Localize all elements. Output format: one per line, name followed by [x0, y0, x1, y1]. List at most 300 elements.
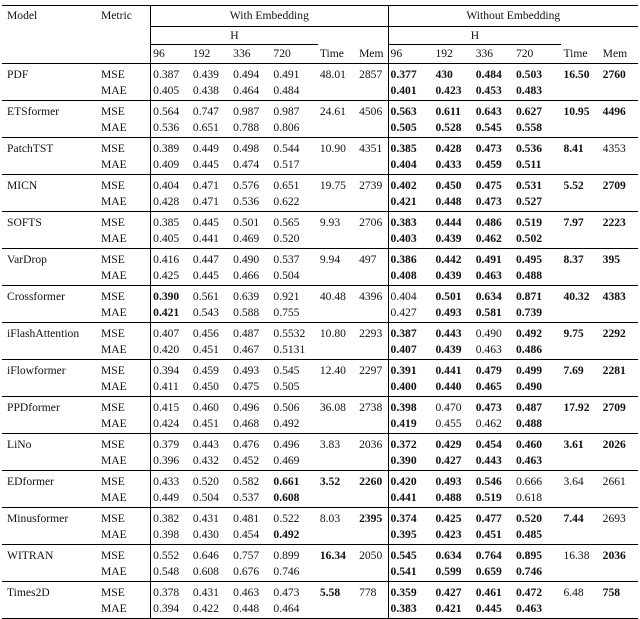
without-embedding-value: 0.427	[435, 453, 462, 467]
with-embedding-value: 0.471	[192, 194, 219, 208]
table-row	[2, 453, 638, 471]
with-embedding-value: 0.450	[192, 379, 219, 393]
with-embedding-value: 0.416	[153, 253, 180, 266]
without-time-value: 5.52	[563, 179, 584, 192]
header-row-1	[2, 6, 638, 27]
with-embedding-value: 0.545	[273, 364, 300, 377]
without-embedding-value: 0.746	[515, 564, 543, 578]
without-embedding-value: 0.404	[390, 290, 417, 303]
without-embedding-value: 0.404	[390, 157, 417, 171]
metric-label: MSE	[100, 216, 125, 229]
without-embedding-value: 0.443	[435, 327, 462, 340]
without-embedding-value: 0.499	[515, 364, 543, 377]
table-row	[2, 416, 638, 434]
header-row-3	[2, 45, 638, 64]
with-embedding-value: 0.651	[192, 120, 219, 134]
with-embedding-value: 0.588	[233, 305, 260, 319]
without-embedding-value: 0.448	[435, 194, 462, 208]
without-embedding-value: 0.372	[390, 438, 417, 451]
with-time-value: 9.94	[319, 253, 341, 266]
without-embedding-value: 0.473	[475, 142, 502, 155]
without-embedding-value: 0.459	[475, 157, 502, 171]
with-embedding-value: 0.451	[192, 342, 219, 356]
with-embedding-value: 0.468	[233, 416, 260, 430]
with-embedding-value: 0.454	[233, 527, 260, 541]
metric-label: MAE	[100, 490, 127, 504]
without-embedding-value: 0.427	[390, 305, 417, 319]
with-time-value: 19.75	[319, 179, 346, 192]
metric-label: MAE	[100, 305, 127, 319]
with-time-value: 12.40	[319, 364, 346, 377]
without-embedding-value: 0.453	[475, 83, 502, 97]
with-embedding-value: 0.646	[192, 549, 219, 562]
header-row-2	[2, 27, 638, 45]
without-embedding-value: 0.503	[515, 68, 543, 81]
without-embedding-value: 0.407	[390, 342, 417, 356]
metric-label: MSE	[100, 68, 125, 81]
without-embedding-value: 0.545	[390, 549, 417, 562]
metric-label: MSE	[100, 327, 125, 340]
without-embedding-value: 0.486	[475, 216, 502, 229]
metric-label: MAE	[100, 120, 127, 134]
without-embedding-value: 0.445	[475, 601, 502, 615]
with-embedding-value: 0.475	[233, 379, 260, 393]
without-embedding-value: 0.502	[515, 231, 543, 245]
with-time-value: 3.83	[319, 438, 341, 451]
without-embedding-value: 0.493	[435, 305, 462, 319]
with-embedding-value: 0.552	[153, 549, 180, 562]
without-mem-value: 2036	[602, 549, 626, 562]
without-embedding-value: 0.450	[435, 179, 462, 192]
metric-header: Metric	[97, 6, 151, 27]
model-name: ETSformer	[7, 105, 60, 118]
with-embedding-value: 0.921	[273, 290, 300, 303]
with-mem-header: Mem	[359, 46, 384, 60]
without-embedding-value: 0.462	[475, 231, 502, 245]
with-embedding-value: 0.463	[233, 586, 260, 599]
model-name: iFlowformer	[7, 364, 66, 377]
with-embedding-value: 0.537	[233, 490, 260, 504]
with-embedding-value: 0.389	[153, 142, 180, 155]
table-row	[2, 527, 638, 545]
with-embedding-value: 0.676	[233, 564, 260, 578]
without-horizon-336: 336	[475, 47, 494, 60]
model-name: Minusformer	[7, 512, 69, 525]
with-horizon-192: 192	[192, 47, 211, 60]
without-time-value: 7.44	[563, 512, 584, 525]
without-embedding-value: 0.454	[475, 438, 502, 451]
with-embedding-value: 0.548	[153, 564, 180, 578]
without-embedding-value: 0.473	[475, 401, 502, 414]
with-embedding-value: 0.505	[273, 379, 300, 393]
metric-label: MAE	[100, 194, 127, 208]
with-embedding-value: 0.464	[273, 601, 300, 615]
with-mem-value: 2857	[359, 68, 383, 81]
with-embedding-value: 0.431	[192, 512, 219, 525]
without-embedding-value: 0.511	[515, 157, 542, 171]
without-embedding-value: 0.374	[390, 512, 417, 525]
without-embedding-value: 0.443	[475, 453, 502, 467]
with-embedding-value: 0.449	[153, 490, 180, 504]
with-embedding-value: 0.382	[153, 512, 180, 525]
without-time-value: 3.64	[563, 475, 584, 488]
without-embedding-value: 0.558	[515, 120, 543, 134]
with-embedding-value: 0.490	[233, 253, 260, 266]
with-embedding-value: 0.451	[192, 416, 219, 430]
with-horizon-720: 720	[273, 47, 291, 60]
with-embedding-value: 0.536	[153, 120, 180, 134]
with-mem-value: 2050	[359, 549, 383, 562]
with-embedding-value: 0.387	[153, 68, 180, 81]
with-horizon-336: 336	[233, 47, 251, 60]
without-embedding-value: 0.528	[435, 120, 462, 134]
with-time-value: 40.48	[319, 290, 346, 303]
with-embedding-value: 0.424	[153, 416, 180, 430]
metric-label: MAE	[100, 453, 127, 467]
without-embedding-value: 0.473	[475, 194, 502, 208]
table-row	[2, 286, 638, 305]
with-embedding-value: 0.445	[192, 216, 219, 229]
with-time-value: 36.08	[319, 401, 346, 414]
with-embedding-value: 0.431	[192, 586, 219, 599]
without-embedding-value: 0.895	[515, 549, 543, 562]
with-embedding-value: 0.496	[273, 438, 300, 451]
without-embedding-value: 0.425	[435, 512, 462, 525]
without-embedding-value: 0.383	[390, 601, 417, 615]
table-row	[2, 305, 638, 323]
with-embedding-value: 0.608	[192, 564, 219, 578]
with-embedding-value: 0.757	[233, 549, 260, 562]
without-time-value: 8.37	[563, 253, 584, 266]
without-embedding-value: 0.441	[435, 364, 462, 377]
without-embedding-value: 0.527	[515, 194, 543, 208]
model-name: MICN	[7, 179, 38, 192]
metric-label: MSE	[100, 549, 125, 562]
without-mem-value: 4383	[602, 290, 626, 303]
without-embedding-value: 0.563	[390, 105, 417, 118]
table-row	[2, 323, 638, 342]
without-embedding-value: 0.520	[515, 512, 543, 525]
with-embedding-value: 0.565	[273, 216, 300, 229]
with-embedding-value: 0.481	[233, 512, 260, 525]
without-embedding-value: 0.463	[515, 601, 543, 615]
without-embedding-value: 0.871	[515, 290, 543, 303]
without-embedding-value: 0.401	[390, 83, 417, 97]
with-embedding-value: 0.394	[153, 364, 180, 377]
without-embedding-value: 0.441	[390, 490, 417, 504]
metric-label: MSE	[100, 512, 125, 525]
table-row	[2, 397, 638, 416]
without-embedding-value: 0.377	[390, 68, 417, 81]
with-embedding-value: 0.5532	[273, 327, 306, 340]
model-name: PPDformer	[7, 401, 60, 414]
metric-label: MSE	[100, 105, 125, 118]
with-mem-value: 4506	[359, 105, 383, 118]
without-embedding-value: 0.463	[475, 268, 502, 282]
with-embedding-value: 0.746	[273, 564, 300, 578]
with-embedding-value: 0.487	[233, 327, 260, 340]
with-embedding-value: 0.466	[233, 268, 260, 282]
without-time-value: 3.61	[563, 438, 584, 451]
without-time-value: 40.32	[563, 290, 590, 303]
with-embedding-value: 0.496	[233, 401, 260, 414]
with-embedding-value: 0.438	[192, 83, 219, 97]
with-mem-value: 2738	[359, 401, 383, 414]
without-time-value: 9.75	[563, 327, 584, 340]
with-embedding-value: 0.622	[273, 194, 300, 208]
without-embedding-value: 0.421	[390, 194, 417, 208]
metric-label: MAE	[100, 268, 127, 282]
without-mem-value: 2661	[602, 475, 626, 488]
with-time-value: 48.01	[319, 68, 346, 81]
without-mem-value: 395	[602, 253, 621, 266]
with-mem-value: 2036	[359, 438, 383, 451]
with-embedding-value: 0.422	[192, 601, 219, 615]
without-embedding-value: 0.463	[475, 342, 502, 356]
metric-label: MAE	[100, 231, 127, 245]
without-embedding-value: 0.501	[435, 290, 462, 303]
without-embedding-value: 430	[435, 68, 453, 81]
with-embedding-value: 0.537	[273, 253, 300, 266]
with-embedding-value: 0.464	[233, 83, 260, 97]
with-embedding-value: 0.409	[153, 157, 180, 171]
without-embedding-value: 0.421	[435, 601, 462, 615]
without-embedding-header: Without Embedding	[388, 6, 638, 27]
metric-label: MSE	[100, 438, 125, 451]
with-mem-value: 497	[359, 253, 377, 266]
with-embedding-value: 0.561	[192, 290, 219, 303]
model-name: PDF	[7, 68, 29, 81]
without-mem-value: 2292	[602, 327, 626, 340]
without-embedding-value: 0.465	[475, 379, 502, 393]
with-embedding-value: 0.493	[233, 364, 260, 377]
model-name: Crossformer	[7, 290, 65, 303]
metric-label: MSE	[100, 290, 125, 303]
without-embedding-value: 0.634	[475, 290, 502, 303]
without-embedding-value: 0.618	[515, 490, 543, 504]
metric-label: MAE	[100, 527, 127, 541]
with-embedding-value: 0.443	[192, 438, 219, 451]
without-embedding-value: 0.427	[435, 586, 462, 599]
with-embedding-value: 0.441	[192, 231, 219, 245]
without-embedding-value: 0.433	[435, 157, 462, 171]
table-row	[2, 212, 638, 231]
table-row	[2, 64, 638, 83]
without-mem-value: 4353	[602, 142, 626, 155]
with-embedding-value: 0.522	[273, 512, 300, 525]
with-embedding-value: 0.394	[153, 601, 180, 615]
table-row	[2, 268, 638, 286]
with-time-value: 24.61	[319, 105, 346, 118]
without-embedding-value: 0.440	[435, 379, 462, 393]
without-embedding-value: 0.403	[390, 231, 417, 245]
without-embedding-value: 0.428	[435, 142, 462, 155]
with-embedding-value: 0.390	[153, 290, 180, 303]
with-embedding-value: 0.433	[153, 475, 180, 488]
without-time-value: 16.38	[563, 549, 590, 562]
without-embedding-value: 0.387	[390, 327, 417, 340]
metric-label: MSE	[100, 475, 125, 488]
without-embedding-value: 0.439	[435, 231, 462, 245]
with-embedding-value: 0.439	[192, 68, 219, 81]
with-embedding-value: 0.420	[153, 342, 180, 356]
with-time-value: 9.93	[319, 216, 341, 229]
without-mem-value: 2026	[602, 438, 626, 451]
without-embedding-value: 0.659	[475, 564, 502, 578]
with-embedding-value: 0.987	[273, 105, 300, 118]
model-name: Times2D	[7, 586, 50, 599]
with-embedding-value: 0.459	[192, 364, 219, 377]
metric-label: MSE	[100, 586, 125, 599]
with-embedding-value: 0.449	[192, 142, 219, 155]
with-horizon-96: 96	[151, 45, 191, 64]
without-embedding-value: 0.490	[515, 379, 543, 393]
with-h-header: H	[151, 27, 318, 45]
without-embedding-value: 0.462	[475, 416, 502, 430]
without-embedding-value: 0.483	[515, 83, 543, 97]
without-embedding-value: 0.611	[435, 105, 461, 118]
with-embedding-value: 0.452	[233, 453, 260, 467]
model-name: EDformer	[7, 475, 54, 488]
without-embedding-value: 0.541	[390, 564, 417, 578]
with-embedding-value: 0.445	[192, 157, 219, 171]
without-time-value: 7.97	[563, 216, 584, 229]
model-name: WITRAN	[7, 549, 54, 562]
without-embedding-value: 0.463	[515, 453, 543, 467]
with-embedding-value: 0.639	[233, 290, 260, 303]
with-embedding-value: 0.460	[192, 401, 219, 414]
without-embedding-value: 0.386	[390, 253, 417, 266]
without-embedding-value: 0.439	[435, 342, 462, 356]
with-embedding-value: 0.385	[153, 216, 180, 229]
without-embedding-value: 0.455	[435, 416, 462, 430]
metric-label: MAE	[100, 157, 127, 171]
without-h-header: H	[388, 27, 561, 45]
with-embedding-value: 0.582	[233, 475, 260, 488]
without-embedding-value: 0.505	[390, 120, 417, 134]
with-embedding-value: 0.755	[273, 305, 300, 319]
table-row	[2, 434, 638, 453]
without-embedding-value: 0.546	[475, 475, 502, 488]
with-mem-value: 2739	[359, 179, 383, 192]
with-embedding-value: 0.474	[233, 157, 260, 171]
without-embedding-value: 0.519	[515, 216, 543, 229]
without-embedding-value: 0.385	[390, 142, 417, 155]
without-embedding-value: 0.487	[515, 401, 543, 414]
metric-label: MAE	[100, 564, 127, 578]
without-embedding-value: 0.423	[435, 527, 462, 541]
table-row	[2, 379, 638, 397]
without-embedding-value: 0.460	[515, 438, 543, 451]
with-embedding-value: 0.544	[273, 142, 300, 155]
with-mem-value: 2297	[359, 364, 383, 377]
without-embedding-value: 0.475	[475, 179, 502, 192]
with-embedding-value: 0.536	[233, 194, 260, 208]
with-embedding-value: 0.396	[153, 453, 180, 467]
without-time-value: 16.50	[563, 68, 590, 81]
with-mem-value: 4351	[359, 142, 383, 155]
with-embedding-value: 0.806	[273, 120, 300, 134]
without-embedding-value: 0.444	[435, 216, 462, 229]
without-embedding-value: 0.439	[435, 268, 462, 282]
table-row	[2, 101, 638, 120]
without-time-value: 8.41	[563, 142, 584, 155]
without-embedding-value: 0.451	[475, 527, 502, 541]
without-embedding-value: 0.490	[475, 327, 502, 340]
with-mem-value: 4396	[359, 290, 383, 303]
table-row	[2, 471, 638, 490]
without-embedding-value: 0.391	[390, 364, 417, 377]
without-time-header: Time	[563, 46, 588, 60]
with-embedding-value: 0.411	[153, 379, 179, 393]
table-row	[2, 508, 638, 527]
table-row	[2, 175, 638, 194]
with-embedding-value: 0.543	[192, 305, 219, 319]
with-embedding-value: 0.398	[153, 527, 180, 541]
without-embedding-value: 0.488	[515, 268, 543, 282]
metric-label: MSE	[100, 253, 125, 266]
without-embedding-value: 0.429	[435, 438, 462, 451]
without-embedding-value: 0.472	[515, 586, 543, 599]
with-embedding-value: 0.469	[233, 231, 260, 245]
without-embedding-value: 0.408	[390, 268, 417, 282]
without-embedding-value: 0.519	[475, 490, 502, 504]
without-embedding-value: 0.599	[435, 564, 462, 578]
with-embedding-value: 0.520	[192, 475, 219, 488]
with-time-value: 16.34	[319, 549, 346, 562]
with-embedding-value: 0.899	[273, 549, 300, 562]
table-row	[2, 360, 638, 379]
metric-label: MAE	[100, 83, 127, 97]
with-embedding-value: 0.445	[192, 268, 219, 282]
metric-label: MSE	[100, 179, 125, 192]
with-embedding-value: 0.492	[273, 527, 300, 541]
without-embedding-value: 0.390	[390, 453, 417, 467]
table-row	[2, 231, 638, 249]
without-embedding-value: 0.739	[515, 305, 543, 319]
model-name: iFlashAttention	[7, 327, 80, 340]
table-row	[2, 342, 638, 360]
table-row	[2, 83, 638, 101]
without-embedding-value: 0.488	[515, 416, 543, 430]
with-mem-value: 2706	[359, 216, 383, 229]
without-embedding-value: 0.484	[475, 68, 502, 81]
with-embedding-value: 0.5131	[273, 342, 306, 356]
without-embedding-value: 0.423	[435, 83, 462, 97]
with-embedding-value: 0.517	[273, 157, 300, 171]
without-mem-value: 2709	[602, 401, 626, 414]
with-embedding-value: 0.415	[153, 401, 180, 414]
with-embedding-value: 0.407	[153, 327, 180, 340]
with-embedding-value: 0.476	[233, 438, 260, 451]
table-row	[2, 157, 638, 175]
with-embedding-value: 0.494	[233, 68, 260, 81]
with-embedding-value: 0.473	[273, 586, 300, 599]
without-embedding-value: 0.495	[515, 253, 543, 266]
with-time-header: Time	[319, 46, 344, 60]
without-mem-value: 2281	[602, 364, 626, 377]
without-time-value: 6.48	[563, 586, 584, 599]
with-embedding-value: 0.492	[273, 416, 300, 430]
metric-label: MAE	[100, 601, 127, 615]
with-embedding-value: 0.430	[192, 527, 219, 541]
with-embedding-value: 0.504	[192, 490, 219, 504]
with-time-value: 8.03	[319, 512, 341, 525]
without-embedding-value: 0.536	[515, 142, 543, 155]
without-horizon-720: 720	[515, 47, 534, 60]
with-embedding-value: 0.379	[153, 438, 180, 451]
with-embedding-value: 0.498	[233, 142, 260, 155]
